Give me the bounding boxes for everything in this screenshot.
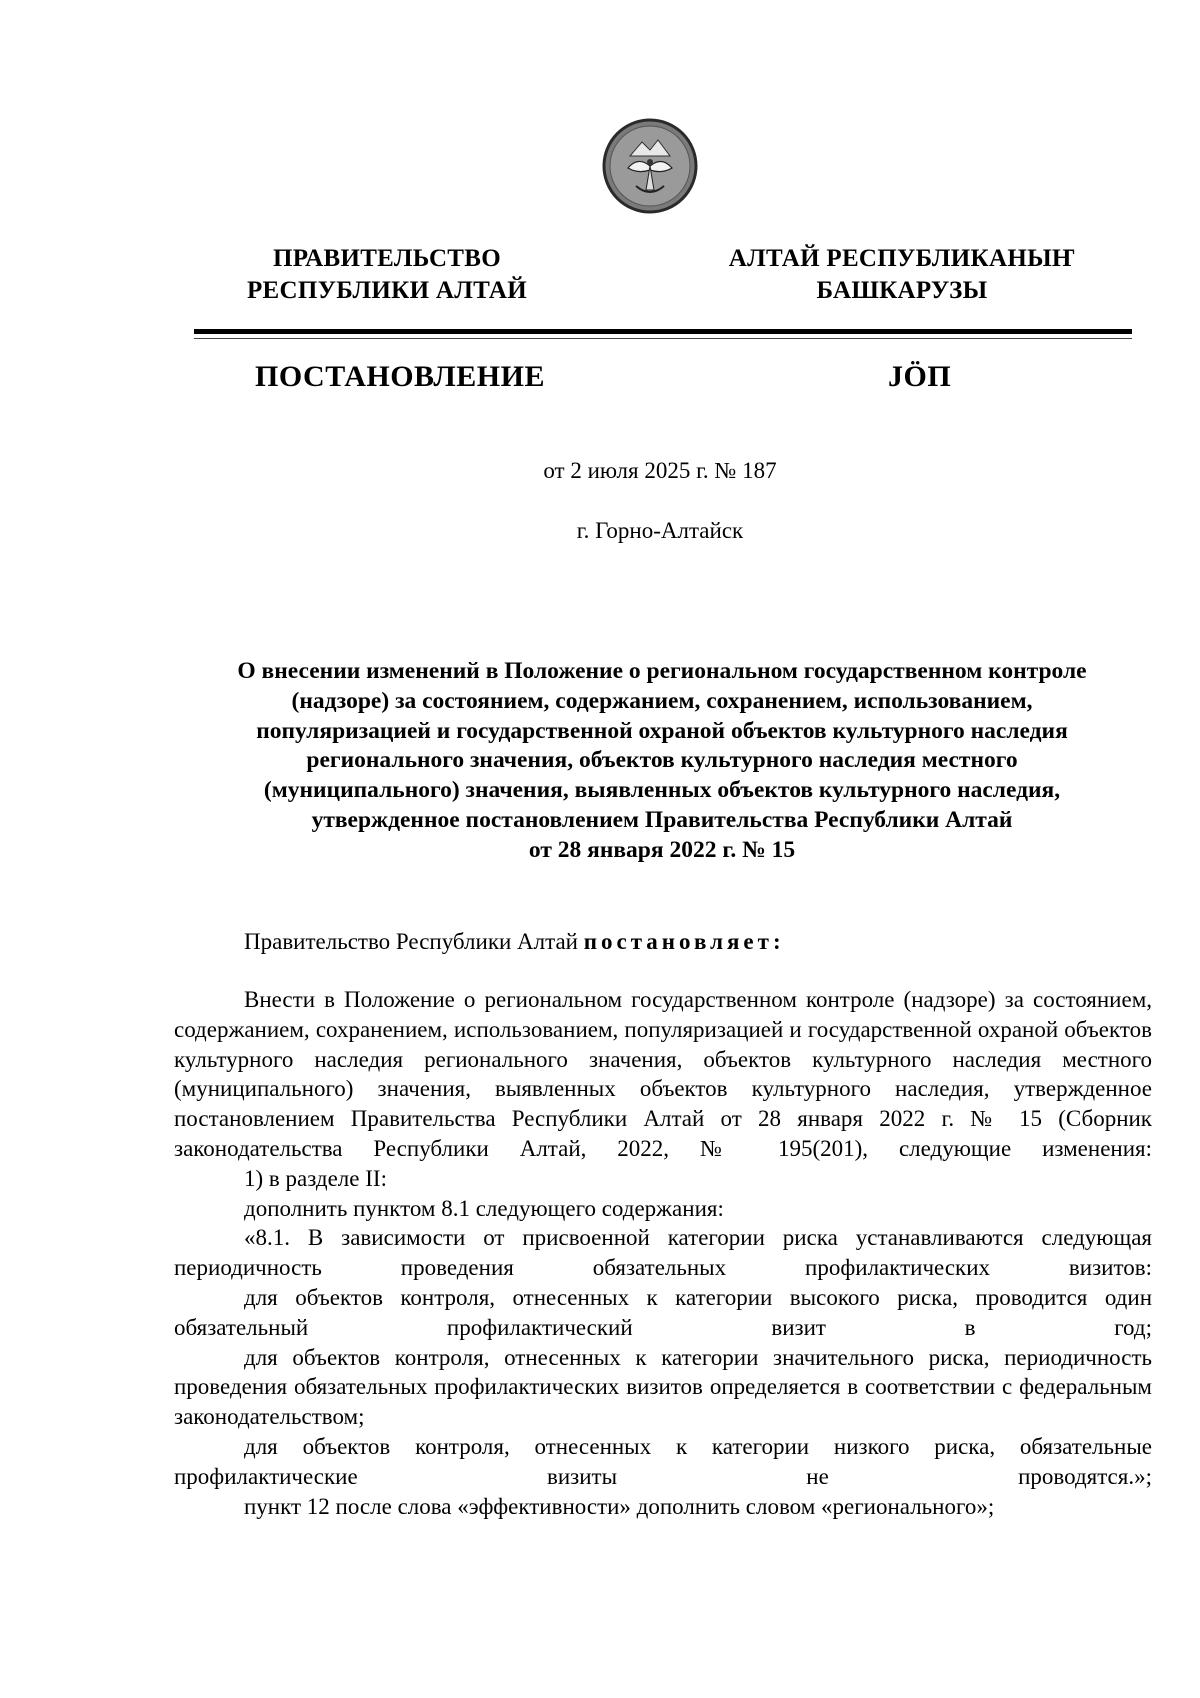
title-line: (муниципального) значения, выявленных объектов культурного наследия, xyxy=(263,777,1061,804)
body-paragraph: Внести в Положение о региональном государственном контроле (надзоре) за состоянием, содержанием, сохранением, использованием, популяризацией и государственной охраной объектов культурного наследия регионального значения, объектов культурного наследия местного (муниципального) значения, выявленных объектов культурного наследия, утвержденное постановлением Правительства Республики Алтай от 28 января 2022 г. № 15 (Сборник законодательства Республики Алтай, 2022, № 195(201), следующие изменения: xyxy=(174,987,1152,1161)
document-title xyxy=(184,657,1140,866)
preamble-text: Правительство Республики Алтай xyxy=(244,929,584,954)
body-paragraph: для объектов контроля, отнесенных к категории низкого риска, обязательные профилактические визиты не проводятся.»; xyxy=(174,1433,1152,1489)
document-body xyxy=(174,985,1152,1521)
body-paragraph: «8.1. В зависимости от присвоенной категории риска устанавливаются следующая периодичность проведения обязательных профилактических визитов: xyxy=(174,1225,1152,1281)
title-line: утвержденное постановлением Правительства Республики Алтай xyxy=(311,806,1013,833)
header-right-line1: АЛТАЙ РЕСПУБЛИКАНЫҤ xyxy=(728,245,1076,272)
coat-of-arms-emblem-icon xyxy=(600,116,700,216)
title-line: (надзоре) за состоянием, содержанием, сохранением, использованием, xyxy=(291,687,1033,714)
header-divider-thin xyxy=(194,338,1132,339)
header-divider-thick xyxy=(194,329,1132,334)
doctype-altai: JÖП xyxy=(888,360,952,393)
header-left-line2: РЕСПУБЛИКИ АЛТАЙ xyxy=(246,277,527,304)
doctype-russian: ПОСТАНОВЛЕНИЕ xyxy=(255,360,545,393)
body-paragraph: 1) в разделе II: xyxy=(244,1165,387,1191)
body-paragraph: дополнить пунктом 8.1 следующего содержания: xyxy=(244,1195,724,1221)
body-paragraph: для объектов контроля, отнесенных к категории высокого риска, проводится один обязательный профилактический визит в год; xyxy=(174,1284,1152,1340)
title-line: популяризацией и государственной охраной объектов культурного наследия xyxy=(256,717,1068,744)
title-line: О внесении изменений в Положение о региональном государственном контроле xyxy=(237,658,1087,684)
government-name-russian xyxy=(222,243,552,307)
header-left-line1: ПРАВИТЕЛЬСТВО xyxy=(273,245,501,272)
title-line: регионального значения, объектов культурного наследия местного xyxy=(306,747,1018,774)
document-city: г. Горно-Алтайск xyxy=(576,518,744,543)
preamble xyxy=(244,929,785,955)
body-paragraph: пункт 12 после слова «эффективности» дополнить словом «регионального»; xyxy=(244,1493,995,1519)
title-line: от 28 января 2022 г. № 15 xyxy=(528,836,796,863)
preamble-emphasis: постановляет: xyxy=(583,929,785,954)
header-right-line2: БАШКАРУЗЫ xyxy=(816,277,988,304)
document-date-number: от 2 июля 2025 г. № 187 xyxy=(543,458,777,483)
body-paragraph: для объектов контроля, отнесенных к категории значительного риска, периодичность проведения обязательных профилактических визитов определяется в соответствии с федеральным законодательством; xyxy=(174,1344,1152,1430)
government-name-altai xyxy=(722,243,1082,307)
